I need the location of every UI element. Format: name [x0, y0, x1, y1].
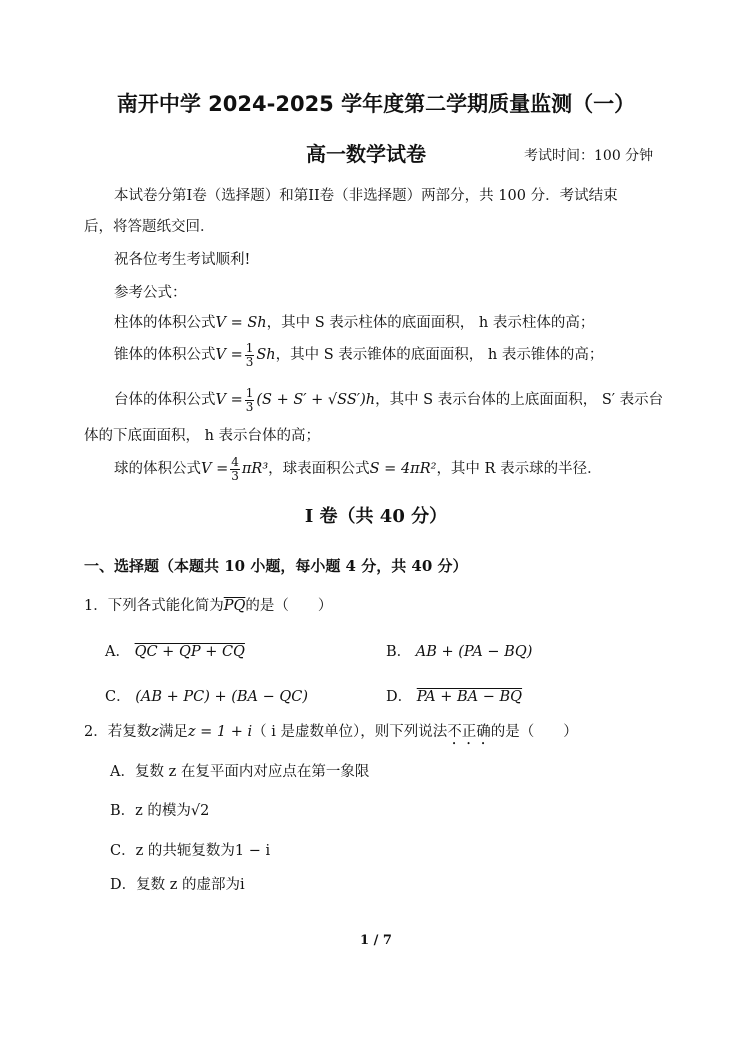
q2-stem-suffix: 的是（ ） [490, 724, 578, 740]
formula-sphere-label: 球的体积公式 [114, 461, 201, 477]
section-title: I 卷（共 40 分） [304, 506, 448, 527]
q2-option-b-text: z 的模为√2 [135, 803, 210, 819]
q1-option-b-expr: AB + (PA − BQ) [415, 644, 533, 660]
q1-option-d-label: D． [386, 689, 413, 705]
q1-option-d[interactable] [386, 687, 522, 707]
q1-stem-suffix: 的是（ ） [245, 598, 333, 614]
formula-sphere-mid: ，球表面积公式 [268, 461, 370, 477]
page-number: 1 / 7 [360, 933, 392, 948]
formula-sphere-desc: ，其中 R 表示球的半径． [436, 461, 602, 477]
part-heading: 一、选择题（本题共 10 小题，每小题 4 分，共 40 分） [84, 557, 468, 575]
q2-stem-equation: z = 1 + i [187, 724, 253, 740]
q1-option-a[interactable] [105, 642, 245, 662]
q2-stem-prefix: 2．若复数 [84, 724, 152, 740]
formula-sphere: 球的体积公式V = $\frac{4}{3}$ πR³，球表面积公式S = 4πR²，其中 R 表示球的半径． [114, 454, 602, 483]
q2-stem-paren: （ i 是虚数单位），则下列说法 [252, 724, 448, 740]
formula-frustum-label: 台体的体积公式 [114, 392, 216, 408]
exam-subtitle: 高一数学试卷 [306, 142, 426, 166]
exam-time: 考试时间：100 分钟 [524, 148, 654, 164]
formula-sphere-vol: πR³ [241, 461, 269, 477]
formula-prism [114, 313, 594, 333]
q1-option-c-label: C． [105, 689, 131, 705]
q2-option-a[interactable]: A．复数 z 在复平面内对应点在第一象限 [110, 764, 370, 780]
formula-cone-label: 锥体的体积公式 [114, 347, 216, 363]
formula-prism-desc: ，其中 S 表示柱体的底面面积， h 表示柱体的高； [266, 315, 595, 331]
q2-stem [84, 722, 578, 748]
formula-prism-expr: V = Sh [215, 315, 267, 331]
formula-cone-fraction: $\frac{1}{3}$ [245, 340, 254, 369]
q1-option-b[interactable] [386, 642, 532, 662]
q1-option-a-expr: QC + QP + CQ [134, 644, 245, 660]
q2-stem-z: z [151, 724, 159, 740]
formula-heading: 参考公式： [114, 285, 187, 301]
formula-frustum-desc: ，其中 S 表示台体的上底面面积， S′ 表示台 [375, 392, 664, 408]
q1-stem-vector: $\overline{PQ}$ [223, 598, 246, 614]
formula-frustum-expr: (S + S′ + √SS′)h [256, 392, 376, 408]
q1-option-a-label: A． [105, 644, 130, 660]
q1-stem [84, 596, 332, 616]
q2-option-d[interactable] [110, 875, 245, 895]
q1-option-c-expr: (AB + PC) + (BA − QC) [135, 689, 309, 705]
formula-frustum-fraction: $\frac{1}{3}$ [245, 385, 254, 414]
q2-stem-emphasis: 不正确 [447, 724, 491, 740]
q2-option-d-label: D． [110, 877, 137, 893]
q2-option-c[interactable] [110, 841, 270, 861]
q2-stem-mid: 满足 [158, 724, 188, 740]
formula-frustum-desc-2: 体的下底面面积， h 表示台体的高； [84, 428, 321, 444]
q2-option-c-text: z 的共轭复数为1 − i [135, 843, 271, 859]
q2-option-b-label: B． [110, 803, 136, 819]
q2-option-b[interactable] [110, 801, 209, 821]
exam-title: 南开中学 2024-2025 学年度第二学期质量监测（一） [116, 92, 636, 116]
q1-option-b-label: B． [386, 644, 412, 660]
formula-frustum: 台体的体积公式V = $\frac{1}{3}$ (S + S′ + √SS′)h，其中 S 表示台体的上底面面积， S′ 表示台 [114, 385, 664, 414]
intro-line-1: 本试卷分第I卷（选择题）和第II卷（非选择题）两部分，共 100 分．考试结束 [114, 188, 618, 204]
formula-sphere-area: S = 4πR² [369, 461, 437, 477]
formula-cone: 锥体的体积公式V = $\frac{1}{3}$ Sh，其中 S 表示锥体的底面面积， h 表示锥体的高； [114, 340, 604, 369]
formula-sphere-fraction: $\frac{4}{3}$ [231, 454, 239, 483]
formula-cone-desc: ，其中 S 表示锥体的底面面积， h 表示锥体的高； [275, 347, 604, 363]
intro-line-2: 后，将答题纸交回． [84, 219, 215, 235]
q1-option-c[interactable] [105, 687, 308, 707]
q2-option-d-text: 复数 z 的虚部为i [136, 877, 245, 893]
q2-option-c-label: C． [110, 843, 136, 859]
wish-text: 祝各位考生考试顺利! [114, 252, 251, 268]
q1-option-d-expr: PA + BA − BQ [416, 689, 523, 705]
formula-prism-label: 柱体的体积公式 [114, 315, 216, 331]
q1-stem-prefix: 1．下列各式能化简为 [84, 598, 224, 614]
